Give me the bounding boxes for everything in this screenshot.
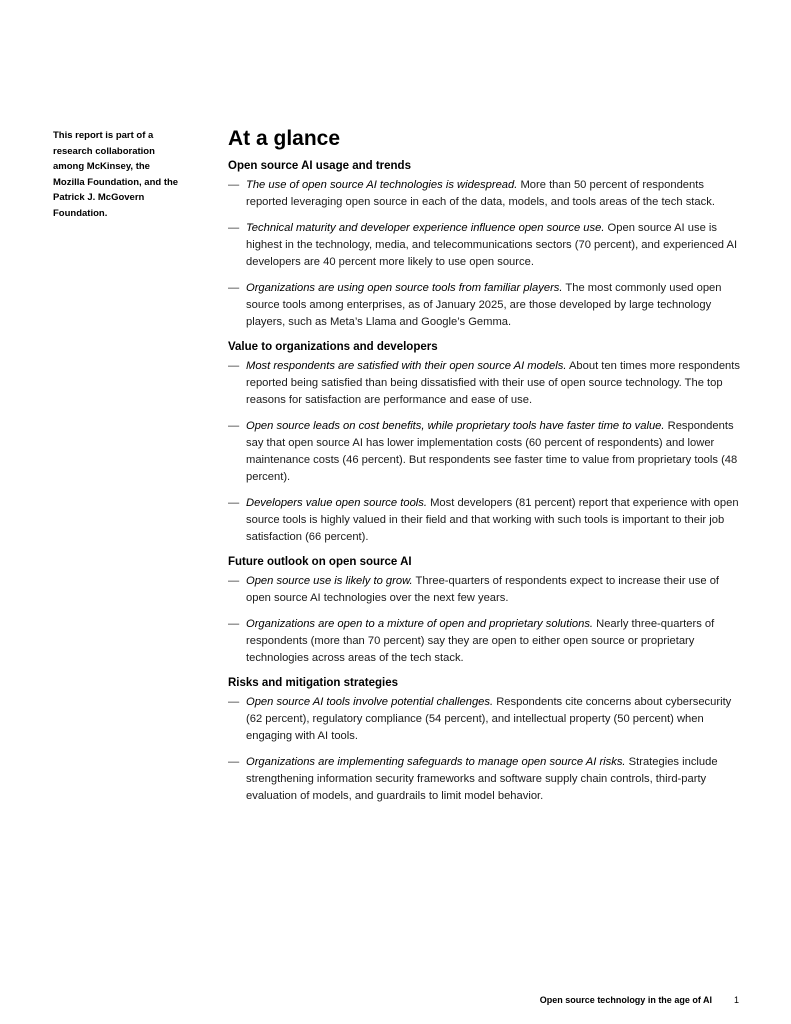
- bullet-lead: Most respondents are satisfied with their open source AI models.: [246, 360, 567, 372]
- bullet-list: [228, 573, 743, 667]
- footer-doc-title: Open source technology in the age of AI: [539, 995, 712, 1005]
- section-heading: Future outlook on open source AI: [228, 556, 412, 568]
- list-item: [228, 177, 743, 211]
- bullet-list: [228, 694, 743, 805]
- main-content: [228, 126, 743, 814]
- section-value: [228, 340, 743, 546]
- section-heading: Risks and mitigation strategies: [228, 677, 398, 689]
- bullet-text: Respondents say that open source AI has lower implementation costs (60 percent of respondents) and lower maintenance costs (46 percent). But respondents see faster time to value from proprietary tools (48 percent).: [246, 420, 738, 483]
- list-item: [228, 280, 743, 331]
- list-item: [228, 418, 743, 486]
- bullet-lead: Organizations are open to a mixture of open and proprietary solutions.: [246, 618, 594, 630]
- sidebar-note: [53, 128, 181, 221]
- list-item: [228, 616, 743, 667]
- bullet-text: Three-quarters of respondents expect to increase their use of open source AI technologies over the next few years.: [246, 575, 720, 604]
- bullet-text: About ten times more respondents reported being satisfied than being dissatisfied with their use of open source technology. The top reasons for satisfaction are performance and ease of use.: [246, 360, 740, 406]
- bullet-text: Open source AI use is highest in the technology, media, and telecommunications sectors (70 percent), and experienced AI developers are 40 percent more likely to use open source.: [246, 222, 738, 268]
- section-heading: Value to organizations and developers: [228, 341, 438, 353]
- page-title: At a glance: [228, 127, 341, 150]
- list-item: [228, 694, 743, 745]
- bullet-lead: Organizations are using open source tools from familiar players.: [246, 282, 563, 294]
- section-future-outlook: [228, 555, 743, 667]
- sidebar-note-text: This report is part of a research collaboration among McKinsey, the Mozilla Foundation, and the Patrick J. McGovern Foundation.: [53, 130, 179, 219]
- bullet-list: [228, 358, 743, 546]
- list-item: [228, 573, 743, 607]
- page-footer: [540, 994, 739, 1006]
- bullet-lead: Organizations are implementing safeguards to manage open source AI risks.: [246, 756, 626, 768]
- bullet-lead: Open source leads on cost benefits, while proprietary tools have faster time to value.: [246, 420, 665, 432]
- bullet-lead: Developers value open source tools.: [246, 497, 427, 509]
- bullet-list: [228, 177, 743, 331]
- section-heading: Open source AI usage and trends: [228, 160, 411, 172]
- bullet-text: Most developers (81 percent) report that experience with open source tools is highly valued in their field and that working with such tools is important to their job satisfaction (66 percent).: [246, 497, 739, 543]
- bullet-text: The most commonly used open source tools among enterprises, as of January 2025, are those developed by large technology players, such as Meta’s Llama and Google’s Gemma.: [246, 282, 722, 328]
- bullet-lead: The use of open source AI technologies is widespread.: [246, 179, 518, 191]
- bullet-text: Strategies include strengthening information security frameworks and software supply chain controls, third-party evaluation of models, and guardrails to limit model behavior.: [246, 756, 718, 802]
- bullet-lead: Technical maturity and developer experience influence open source use.: [246, 222, 605, 234]
- list-item: [228, 220, 743, 271]
- list-item: [228, 754, 743, 805]
- list-item: [228, 495, 743, 546]
- bullet-text: Nearly three-quarters of respondents (more than 70 percent) say they are open to either open source or proprietary technologies across areas of the tech stack.: [246, 618, 715, 664]
- section-usage-trends: [228, 159, 743, 331]
- bullet-text: Respondents cite concerns about cybersecurity (62 percent), regulatory compliance (54 percent), and intellectual property (50 percent) when engaging with AI tools.: [246, 696, 732, 742]
- page-number: 1: [733, 995, 739, 1005]
- section-risks: [228, 676, 743, 805]
- bullet-lead: Open source AI tools involve potential challenges.: [246, 696, 494, 708]
- list-item: [228, 358, 743, 409]
- bullet-text: More than 50 percent of respondents reported leveraging open source in each of the data, models, and tools areas of the tech stack.: [246, 179, 715, 208]
- bullet-lead: Open source use is likely to grow.: [246, 575, 413, 587]
